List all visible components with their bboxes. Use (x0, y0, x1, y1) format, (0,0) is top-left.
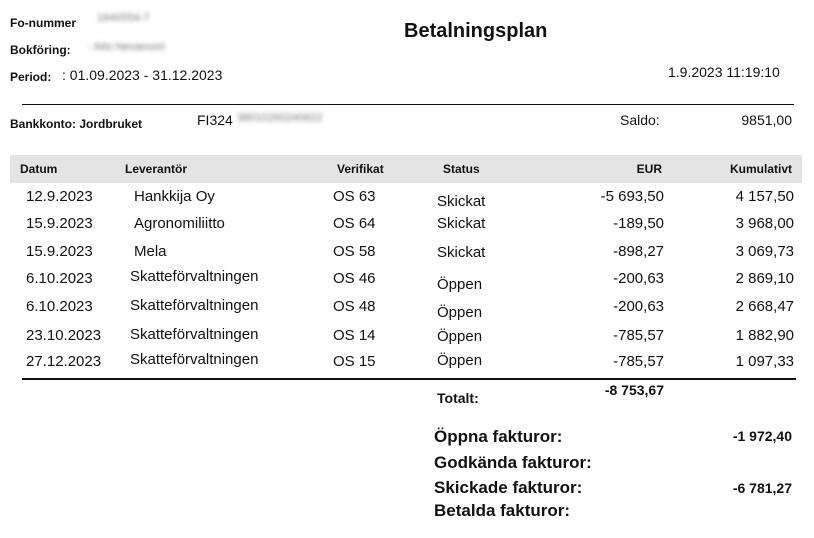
cell-verifikat: OS 14 (333, 327, 376, 344)
header-divider (22, 104, 794, 105)
saldo-value: 9851,00 (741, 112, 792, 128)
cell-kumulativt: 2 668,47 (735, 298, 794, 315)
cell-eur: -785,57 (613, 353, 664, 370)
cell-status: Skickat (437, 193, 486, 210)
cell-datum: 27.12.2023 (26, 353, 102, 370)
cell-verifikat: OS 58 (333, 243, 376, 260)
column-header-eur: EUR (636, 162, 662, 176)
cell-verifikat: OS 48 (333, 298, 376, 315)
cell-datum: 6.10.2023 (26, 298, 93, 315)
summary-label-betalda: Betalda fakturor: (434, 501, 571, 520)
bokforing-label: Bokföring: (10, 43, 71, 57)
column-header-datum: Datum (20, 162, 58, 176)
cell-eur: -785,57 (613, 327, 664, 344)
cell-leverantor: Agronomiliitto (134, 215, 225, 232)
cell-status: Öppen (437, 352, 483, 369)
bank-account-label: Bankkonto: Jordbruket (10, 117, 143, 131)
cell-status: Öppen (437, 328, 483, 345)
cell-datum: 12.9.2023 (26, 188, 93, 205)
period-label: Period: (10, 70, 52, 84)
cell-verifikat: OS 63 (333, 188, 376, 205)
column-header-leverantor: Leverantör (125, 162, 188, 176)
total-label: Totalt: (437, 390, 479, 406)
cell-kumulativt: 1 882,90 (735, 327, 794, 344)
cell-verifikat: OS 64 (333, 215, 376, 232)
report-timestamp: 1.9.2023 11:19:10 (668, 64, 780, 80)
fo-nummer-value: 1640554-7 (97, 12, 150, 24)
total-value: -8 753,67 (604, 382, 664, 398)
cell-datum: 15.9.2023 (26, 243, 93, 260)
cell-verifikat: OS 46 (333, 270, 376, 287)
cell-kumulativt: 4 157,50 (735, 188, 794, 205)
summary-value-oppna: -1 972,40 (732, 428, 792, 444)
iban-masked: 38010260240822 (237, 112, 323, 124)
cell-kumulativt: 2 869,10 (735, 270, 794, 287)
cell-kumulativt: 3 069,73 (735, 243, 794, 260)
cell-datum: 15.9.2023 (26, 215, 93, 232)
cell-eur: -189,50 (613, 215, 664, 232)
cell-eur: -200,63 (613, 270, 664, 287)
cell-status: Öppen (437, 304, 483, 321)
cell-datum: 23.10.2023 (26, 327, 102, 344)
cell-kumulativt: 3 968,00 (735, 215, 794, 232)
column-header-verifikat: Verifikat (337, 162, 384, 176)
summary-value-skickade: -6 781,27 (732, 480, 792, 496)
cell-status: Öppen (437, 276, 483, 293)
summary-label-skickade: Skickade fakturor: (434, 478, 583, 497)
table-bottom-rule (22, 378, 796, 380)
period-value: : 01.09.2023 - 31.12.2023 (62, 67, 223, 83)
cell-eur: -898,27 (613, 243, 664, 260)
column-header-status: Status (443, 162, 480, 176)
cell-eur: -5 693,50 (600, 188, 664, 205)
cell-eur: -200,63 (613, 298, 664, 315)
cell-leverantor: Hankkija Oy (134, 188, 215, 205)
cell-kumulativt: 1 097,33 (735, 353, 794, 370)
page-title: Betalningsplan (404, 20, 548, 42)
cell-leverantor: Skatteförvaltningen (130, 351, 259, 368)
bokforing-value: : Aito Nevavuori (88, 41, 166, 53)
cell-status: Skickat (437, 244, 486, 261)
cell-leverantor: Skatteförvaltningen (130, 326, 259, 343)
fo-nummer-label: Fo-nummer (10, 16, 76, 30)
cell-leverantor: Skatteförvaltningen (130, 297, 259, 314)
summary-label-oppna: Öppna fakturor: (434, 427, 563, 446)
cell-verifikat: OS 15 (333, 353, 376, 370)
summary-label-godkanda: Godkända fakturor: (434, 453, 592, 472)
cell-leverantor: Skatteförvaltningen (130, 268, 259, 285)
cell-leverantor: Mela (134, 243, 167, 260)
saldo-label: Saldo: (620, 112, 660, 128)
iban-prefix: FI324 (197, 112, 233, 128)
column-header-kumulativt: Kumulativt (729, 162, 792, 176)
cell-datum: 6.10.2023 (26, 270, 93, 287)
cell-status: Skickat (437, 215, 486, 232)
